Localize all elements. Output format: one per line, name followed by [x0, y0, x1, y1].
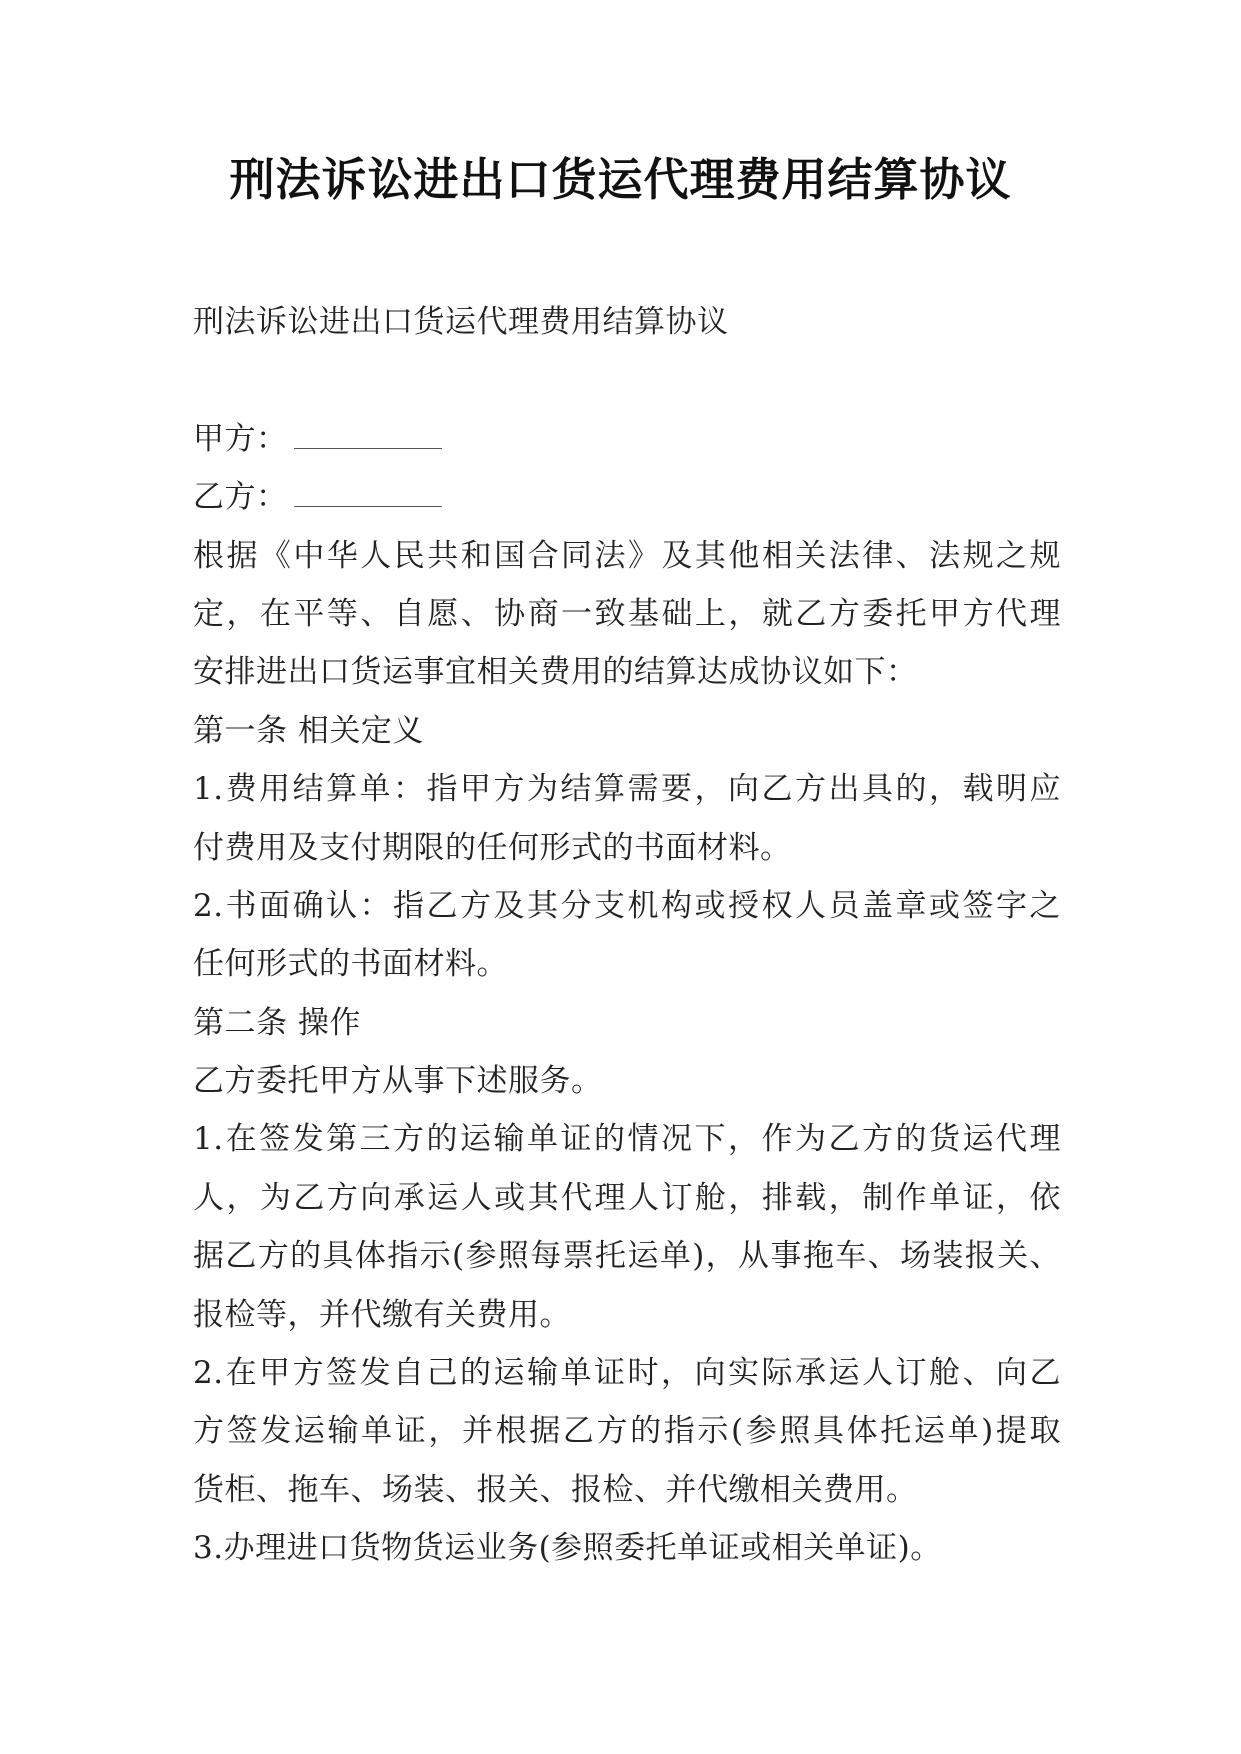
article2-item1-line: 1.在签发第三方的运输单证的情况下，作为乙方的货运代理 — [193, 1121, 1061, 1158]
article1-item2-line: 任何形式的书面材料。 — [193, 946, 508, 983]
intro-line: 安排进出口货运事宜相关费用的结算达成协议如下： — [193, 654, 918, 691]
article2-item2-line: 方签发运输单证，并根据乙方的指示(参照具体托运单)提取 — [193, 1413, 1061, 1450]
article2-heading: 第二条 操作 — [193, 1004, 361, 1041]
article2-item3: 3.办理进口货物货运业务(参照委托单证或相关单证)。 — [193, 1530, 942, 1567]
document-subtitle: 刑法诉讼进出口货运代理费用结算协议 — [193, 304, 729, 340]
document-title: 刑法诉讼进出口货运代理费用结算协议 — [229, 153, 1012, 206]
article2-item2-line: 货柜、拖车、场装、报关、报检、并代缴相关费用。 — [193, 1471, 918, 1508]
article2-item1-line: 人，为乙方向承运人或其代理人订舱，排载，制作单证，依 — [193, 1179, 1061, 1216]
intro-line: 根据《中华人民共和国合同法》及其他相关法律、法规之规 — [193, 537, 1061, 574]
party-a-blank — [294, 426, 442, 449]
intro-line: 定，在平等、自愿、协商一致基础上，就乙方委托甲方代理 — [193, 595, 1061, 632]
document-body — [193, 293, 1061, 1578]
party-b-blank — [294, 484, 442, 507]
party-b-line — [193, 468, 1061, 526]
party-a-line — [193, 410, 1061, 468]
article1-item1-line: 1.费用结算单：指甲方为结算需要，向乙方出具的，载明应 — [193, 771, 1061, 808]
article1-heading: 第一条 相关定义 — [193, 712, 424, 749]
article2-item1-line: 据乙方的具体指示(参照每票托运单)，从事拖车、场装报关、 — [193, 1238, 1061, 1275]
article2-item1-line: 报检等，并代缴有关费用。 — [193, 1296, 571, 1333]
spacer — [193, 351, 1061, 409]
party-b-label: 乙方： — [193, 479, 288, 516]
party-a-label: 甲方： — [193, 420, 288, 457]
article2-item2-line: 2.在甲方签发自己的运输单证时，向实际承运人订舱、向乙 — [193, 1355, 1061, 1392]
article1-item2-line: 2.书面确认：指乙方及其分支机构或授权人员盖章或签字之 — [193, 887, 1061, 924]
article1-item1-line: 付费用及支付期限的任何形式的书面材料。 — [193, 829, 792, 866]
article2-intro: 乙方委托甲方从事下述服务。 — [193, 1063, 603, 1100]
